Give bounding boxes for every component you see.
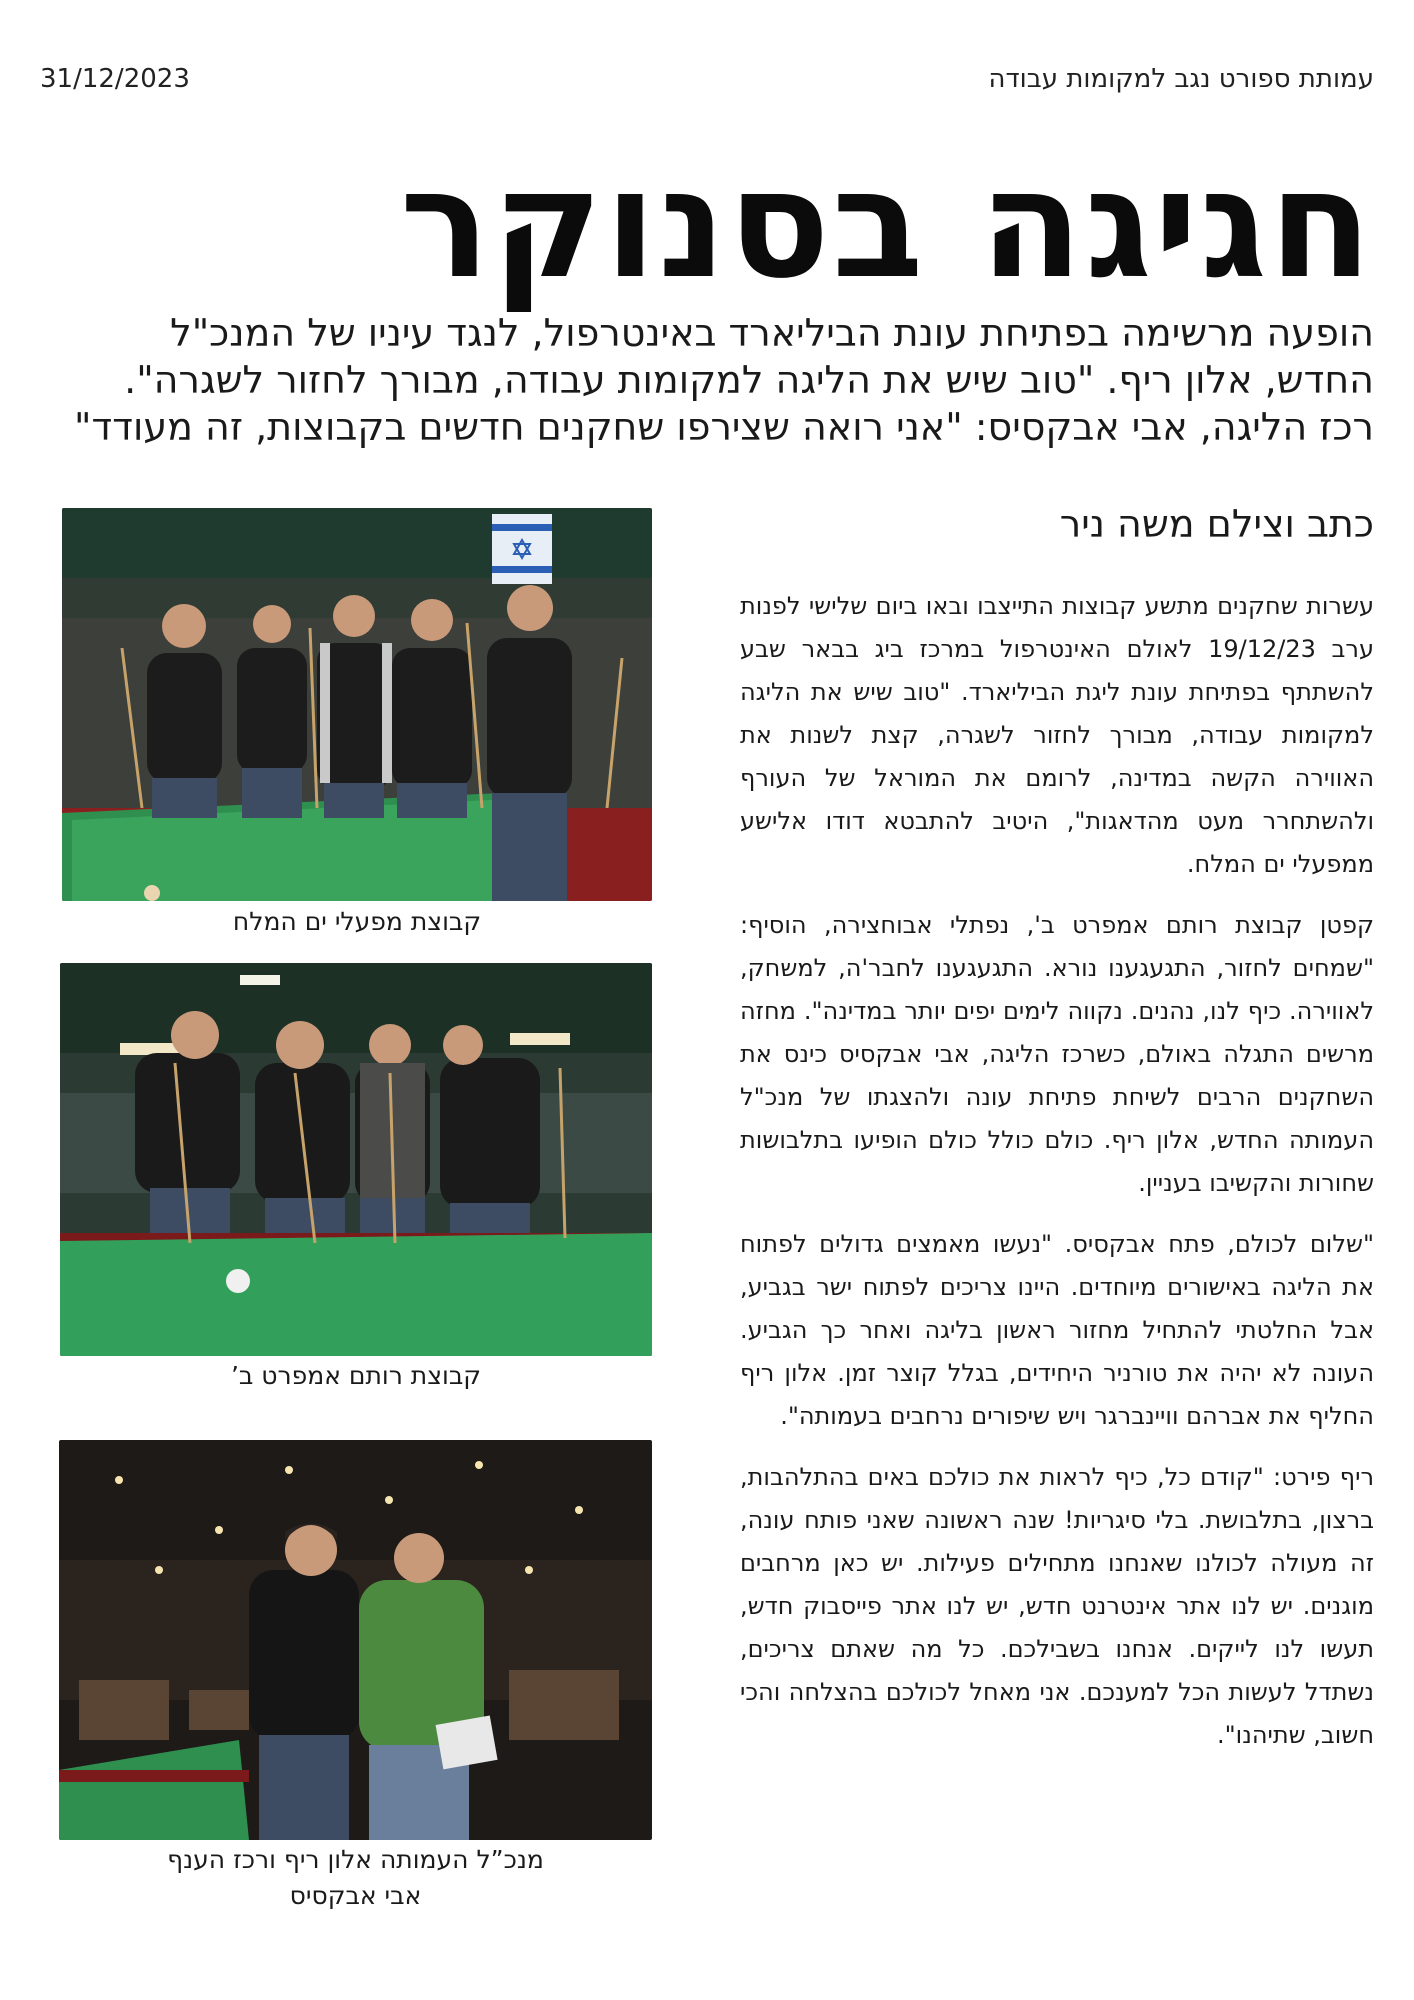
photo-dead-sea-team [62,508,652,901]
article-paragraph: "שלום לכולם, פתח אבקסיס. "נעשו מאמצים גדולים לפתוח את הליגה באישורים מיוחדים. היינו צריכים לפתוח ישר בגביע, אבל החלטתי להתחיל מחזור ראשון בליגה ואחר כך הגביע. העונה לא יהיה את טורניר היחידים, בגלל קוצר זמן. אלון ריף החליף את אברהם וויינברגר ויש שיפורים נרחבים בעמותה". [740,1230,1374,1430]
article-paragraph: עשרות שחקנים מתשע קבוצות התייצבו ובאו ביום שלישי לפנות ערב 19/12/23 לאולם האינטרפול במרכז ביג בבאר שבע להשתתף בפתיחת עונת ליגת הביליארד. "טוב שיש את הליגה למקומות עבודה, מבורך לחזור לשגרה, קצת לשנות את האווירה הקשה במדינה, לרומם את המוראל של העורף ולהשתחרר מעט מהדאגות", היטיב להתבטא דודו אלישע ממפעלי ים המלח. [740,592,1375,878]
organization-name: עמותת ספורט נגב למקומות עבודה [988,64,1374,94]
photo-ceo-and-coordinator [59,1440,652,1840]
photo-rotem-amfert-team [60,963,652,1356]
article-paragraph: ריף פירט: "קודם כל, כיף לראות את כולכם באים בהתלהבות, ברצון, בתלבושת. בלי סיגריות! שנה ראשונה שאני פותח עונה, זה מעולה לכולנו שאנחנו מתחילים פעילות. יש כאן מרחבים מוגנים. יש לנו אתר אינטרנט חדש, יש לנו אתר פייסבוק חדש, תעשו לנו לייקים. אנחנו בשבילכם. כל מה שאתם צריכים, נשתדל לעשות הכל למענכם. אני מאחל לכולכם בהצלחה והכי חשוב, שתיהנו". [740,1463,1374,1749]
photo-caption-line: אבי אבקסיס [289,1881,422,1910]
photo-caption-line: מנכ”ל העמותה אלון ריף ורכז הענף [167,1845,544,1874]
article-paragraph: קפטן קבוצת רותם אמפרט ב', נפתלי אבוחצירה, הוסיף: "שמחים לחזור, התגעגענו נורא. התגעגענו לחבר'ה, למשחק, לאווירה. כיף לנו, נהנים. נקווה לימים יפים יותר במדינה". מחזה מרשים התגלה באולם, כשרכז הליגה, אבי אבקסיס כינס את השחקנים הרבים לשיחת פתיחת עונה ולהצגתו של מנכ"ל העמותה החדש, אלון ריף. כולם כולל כולם הופיעו בתלבושות שחורות והקשיבו בעניין. [740,911,1374,1197]
photo-caption: קבוצת מפעלי ים המלח [232,907,482,936]
article-headline: חגיגה בסנוקר [399,138,1374,312]
article-subheadline: הופעה מרשימה בפתיחת עונת הביליארד באינטרפול, לנגד עיניו של המנכ"ל החדש, אלון ריף. "טוב שיש את הליגה למקומות עבודה, מבורך לחזור לשגרה". רכז הליגה, אבי אבקסיס: "אני רואה שצירפו שחקנים חדשים בקבוצות, זה מעודד" [74,311,1374,449]
article-body [740,585,1374,1775]
article-byline: כתב וצילם משה ניר [1059,502,1374,546]
issue-date: 31/12/2023 [40,64,190,94]
photo-caption: קבוצת רותם אמפרט ב’ [230,1361,482,1390]
photo-caption [59,1842,652,1914]
